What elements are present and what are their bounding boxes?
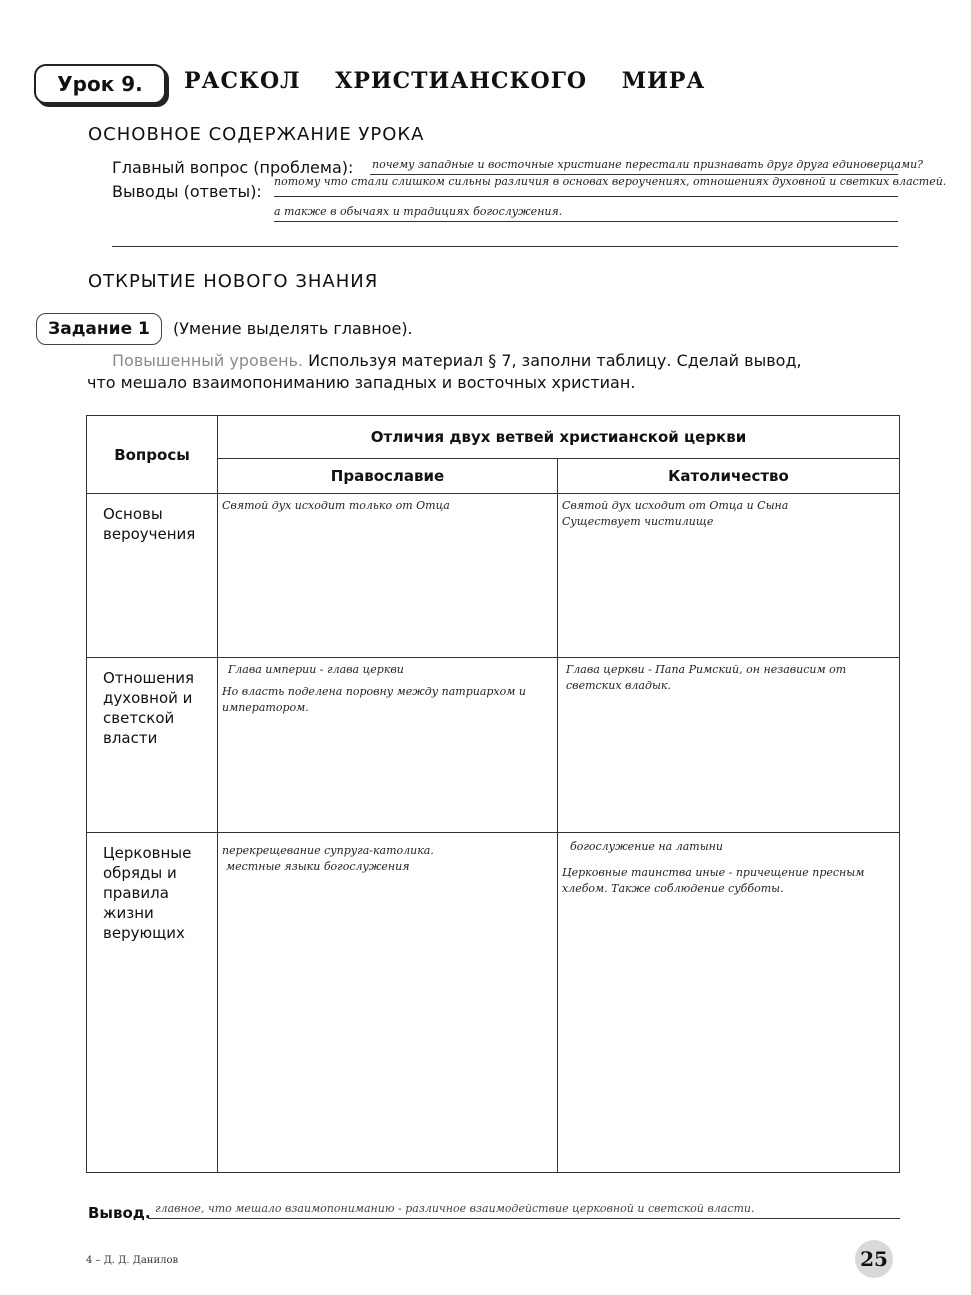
answer-line [112,246,898,247]
conclusion-label: Вывод. [88,1204,151,1222]
answer-text: Святой дух исходит от Отца и Сына [562,499,789,512]
lesson-label: Урок 9. [57,72,143,96]
conclusions-label: Выводы (ответы): [112,182,262,201]
answer-cell-catholicism [558,833,900,1173]
main-question-answer: почему западные и восточные христиане перестали признавать друг друга единоверцами? [372,158,924,171]
table-row [87,833,900,1173]
answer-line [274,221,898,222]
main-question-label: Главный вопрос (проблема): [112,158,354,177]
lesson-number-badge [34,64,166,104]
row-question: Основы вероучения [87,494,218,658]
answer-line [148,1218,900,1219]
section-heading-content: ОСНОВНОЕ СОДЕРЖАНИЕ УРОКА [88,124,425,145]
answer-text: Церковные таинства иные - причещение пресным хлебом. Также соблюдение субботы. [562,866,865,895]
answer-text: Но власть поделена поровну между патриархом и императором. [222,685,526,714]
page-number: 25 [855,1240,893,1278]
level-label: Повышенный уровень. [112,351,304,370]
answer-text: Глава империи - глава церкви [228,663,404,676]
header-orthodoxy: Православие [218,459,558,494]
task-label: Задание 1 [48,319,150,339]
answer-cell-catholicism [558,658,900,833]
conclusions-answer-line2: а также в обычаях и традициях богослужения. [274,205,563,218]
table-row [87,658,900,833]
conclusion-text: главное, что мешало взаимопониманию - различное взаимодействие церковной и светской власти. [155,1202,755,1215]
answer-cell-catholicism [558,494,900,658]
answer-text: Святой дух исходит только от Отца [222,499,450,512]
task-badge [36,313,162,345]
answer-text: перекрещевание супруга-католика. [222,844,434,857]
row-question: Церковные обряды и правила жизни верующих [87,833,218,1173]
answer-cell-orthodoxy [218,494,558,658]
header-questions: Вопросы [87,416,218,494]
conclusions-answer-line1: потому что стали слишком сильны различия в основах вероучениях, отношениях духовной и светких властей. [274,175,947,188]
lesson-title: РАСКОЛ ХРИСТИАНСКОГО МИРА [184,68,706,94]
row-question: Отношения духовной и светской власти [87,658,218,833]
header-catholicism: Католичество [558,459,900,494]
task-instruction [112,349,897,373]
answer-text: местные языки богослужения [226,860,410,873]
comparison-table [86,415,900,1173]
footer-author: 4 – Д. Д. Данилов [86,1255,179,1266]
task-skill: (Умение выделять главное). [173,319,413,338]
header-group: Отличия двух ветвей христианской церкви [218,416,900,459]
answer-text: Существует чистилище [562,515,714,528]
answer-line [274,196,898,197]
answer-cell-orthodoxy [218,658,558,833]
table-row [87,494,900,658]
section-heading-new-knowledge: ОТКРЫТИЕ НОВОГО ЗНАНИЯ [88,271,379,292]
answer-text: Глава церкви - Папа Римский, он независим от светских владык. [566,663,847,692]
answer-text: богослужение на латыни [570,840,723,853]
instruction-line1: Используя материал § 7, заполни таблицу. Сделай вывод, [308,351,802,370]
instruction-line2: что мешало взаимопониманию западных и восточных христиан. [87,373,636,392]
answer-cell-orthodoxy [218,833,558,1173]
